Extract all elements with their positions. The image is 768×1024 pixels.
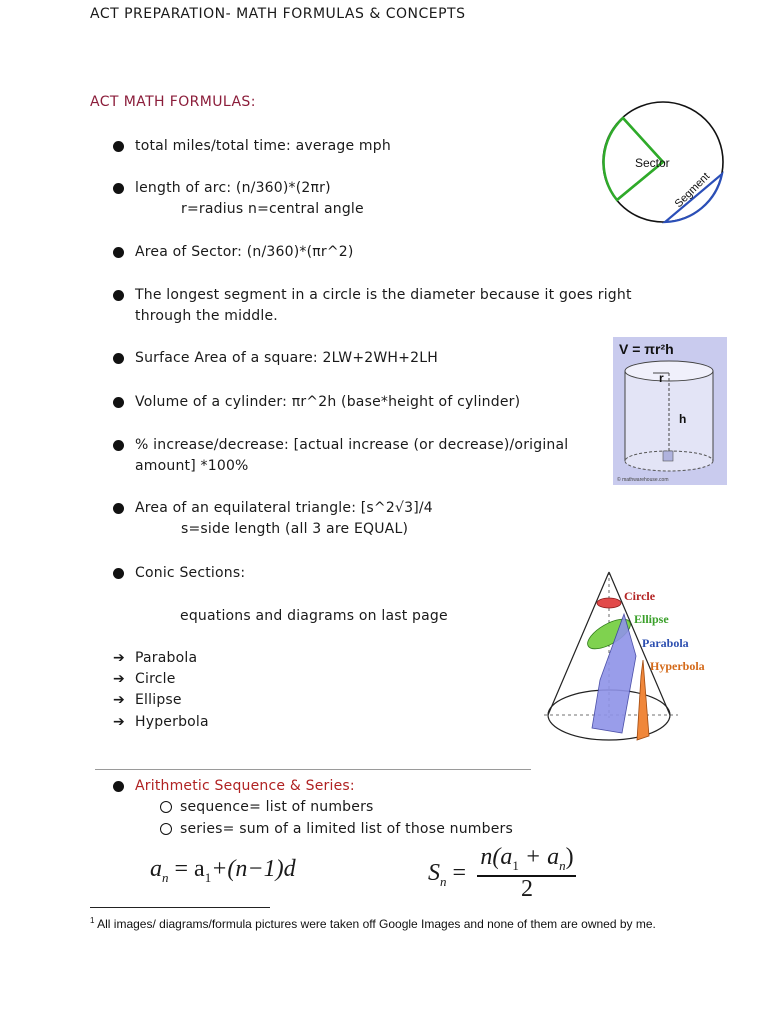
segment-label: Segment <box>672 170 713 211</box>
circle-label: Circle <box>624 589 656 603</box>
bullet-dot <box>113 503 124 514</box>
formula-symbol: + a <box>518 844 560 870</box>
sector-segment-diagram <box>595 100 731 224</box>
conic-item-circle <box>113 671 176 687</box>
conic-item-label: Circle <box>135 671 176 687</box>
bullet-dot <box>113 440 124 451</box>
cylinder-formula: V = πr²h <box>619 341 674 357</box>
bullet-text: Area of an equilateral triangle: [s^2√3]/4 <box>135 500 433 516</box>
formula-subscript: 1 <box>204 869 212 885</box>
bullet-text: Arithmetic Sequence & Series: <box>135 778 355 794</box>
hollow-bullet-icon <box>160 823 172 835</box>
bullet-dot <box>113 353 124 364</box>
arrow-icon: ➔ <box>113 671 125 687</box>
conic-item-label: Parabola <box>135 650 198 666</box>
conic-note: equations and diagrams on last page <box>180 608 448 624</box>
bullet-text-line2: r=radius n=central angle <box>181 201 364 217</box>
arrow-icon: ➔ <box>113 714 125 730</box>
formula-series-numerator <box>478 844 576 874</box>
right-angle-marker <box>663 451 673 461</box>
formula-symbol: n(a <box>480 844 513 870</box>
formula-symbol: = a <box>174 856 205 882</box>
hollow-bullet-icon <box>160 801 172 813</box>
hyperbola-section <box>637 660 649 740</box>
formula-series-sum-lhs: $S_n$ = <box>428 860 467 889</box>
formula-series-denominator: 2 <box>521 876 533 902</box>
conic-sections-diagram <box>540 568 720 756</box>
formula-symbol: +(n−1)d <box>211 856 296 882</box>
conic-item-hyperbola <box>113 714 209 730</box>
footnote <box>90 916 656 931</box>
radius-label: r <box>659 371 664 385</box>
bullet-text: The longest segment in a circle is the diameter because it goes right <box>135 287 632 303</box>
horizontal-rule <box>95 769 531 770</box>
footnote-text: All images/ diagrams/formula pictures were taken off Google Images and none of them are owned by me. <box>97 917 656 931</box>
bullet-text: Conic Sections: <box>135 565 246 581</box>
bullet-text-line2: s=side length (all 3 are EQUAL) <box>181 521 409 537</box>
ellipse-label: Ellipse <box>634 612 669 626</box>
bullet-text: Area of Sector: (n/360)*(πr^2) <box>135 244 354 260</box>
conic-item-label: Hyperbola <box>135 714 209 730</box>
bullet-dot <box>113 568 124 579</box>
sector-label: Sector <box>635 156 670 170</box>
circle-section <box>597 598 621 608</box>
bullet-text: length of arc: (n/360)*(2πr) <box>135 180 331 196</box>
formula-symbol: a <box>150 856 162 882</box>
sub-bullet-text: sequence= list of numbers <box>180 799 374 815</box>
arrow-icon: ➔ <box>113 692 125 708</box>
cylinder-diagram <box>613 337 727 485</box>
formula-symbol: S <box>428 860 440 886</box>
hyperbola-label: Hyperbola <box>650 659 705 673</box>
section-heading: ACT MATH FORMULAS: <box>90 94 256 110</box>
bullet-dot <box>113 247 124 258</box>
bullet-dot <box>113 141 124 152</box>
bullet-dot <box>113 290 124 301</box>
arrow-icon: ➔ <box>113 650 125 666</box>
formula-subscript: n <box>162 869 169 885</box>
image-credit: © mathwarehouse.com <box>617 477 669 483</box>
page-title: ACT PREPARATION- MATH FORMULAS & CONCEPTS <box>90 6 466 22</box>
height-label: h <box>679 412 687 426</box>
formula-subscript: 1 <box>512 857 519 873</box>
conic-item-parabola <box>113 650 197 666</box>
bullet-dot <box>113 781 124 792</box>
formula-symbol: ) <box>565 844 574 870</box>
bullet-dot <box>113 397 124 408</box>
bullet-text-line2: through the middle. <box>135 308 278 324</box>
conic-item-label: Ellipse <box>135 692 182 708</box>
parabola-label: Parabola <box>642 636 689 650</box>
bullet-text: % increase/decrease: [actual increase (or decrease)/original <box>135 437 569 453</box>
bullet-text: Volume of a cylinder: πr^2h (base*height of cylinder) <box>135 394 521 410</box>
conic-item-ellipse <box>113 692 182 708</box>
footnote-mark: 1 <box>90 916 95 925</box>
bullet-text: Surface Area of a square: 2LW+2WH+2LH <box>135 350 438 366</box>
footnote-rule <box>90 907 270 908</box>
bullet-text: total miles/total time: average mph <box>135 138 391 154</box>
formula-subscript: n <box>559 857 566 873</box>
formula-arithmetic-term <box>150 856 296 886</box>
bullet-text-line2: amount] *100% <box>135 458 249 474</box>
bullet-dot <box>113 183 124 194</box>
sub-bullet-text: series= sum of a limited list of those numbers <box>180 821 513 837</box>
formula-subscript: n <box>440 873 447 889</box>
